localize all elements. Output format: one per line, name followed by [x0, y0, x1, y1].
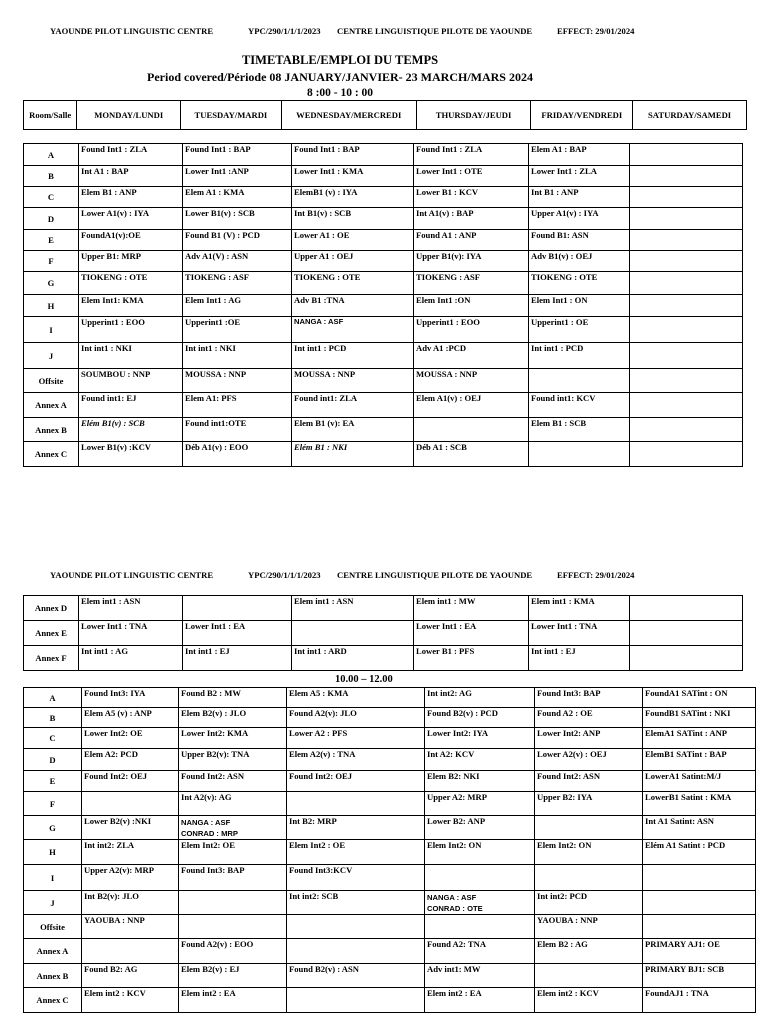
class-cell: Lower B1(v) : SCB: [183, 208, 292, 230]
class-cell: Found A1 : ANP: [414, 230, 529, 251]
timetable-row: [24, 272, 743, 295]
class-cell: [643, 865, 756, 891]
class-cell: Lower B2(v) :NKI: [82, 816, 179, 840]
class-cell: Elem A1(v) : OEJ: [414, 393, 529, 418]
class-cell: Int int2: ZLA: [82, 840, 179, 865]
class-cell: FoundA1 SATint : ON: [643, 688, 756, 708]
class-cell: [630, 251, 743, 272]
centre-name-fr-2: CENTRE LINGUISTIQUE PILOTE DE YAOUNDE: [337, 570, 533, 580]
class-cell: Found int1:OTE: [183, 418, 292, 442]
class-cell: [630, 646, 743, 671]
class-cell: Int A1(v) : BAP: [414, 208, 529, 230]
timetable-row: [24, 621, 743, 646]
class-cell: [529, 369, 630, 393]
class-cell: Int int2: PCD: [535, 891, 643, 915]
class-cell: Elem Int2: ON: [535, 840, 643, 865]
class-cell: Elem A5 : KMA: [287, 688, 425, 708]
class-cell: PRIMARY AJ1: OE: [643, 939, 756, 964]
room-cell: G: [24, 816, 82, 840]
class-cell: Int int1 : EJ: [529, 646, 630, 671]
class-cell: Found Int2: OEJ: [82, 771, 179, 792]
class-cell: Elem B2 : AG: [535, 939, 643, 964]
class-cell: LowerB1 Satint : KMA: [643, 792, 756, 816]
class-cell: Int int1 : ARD: [292, 646, 414, 671]
class-cell: Lower B1 : PFS: [414, 646, 529, 671]
room-cell: Annex A: [24, 939, 82, 964]
class-cell: Upper A2(v): MRP: [82, 865, 179, 891]
slot-1-time: 8 :00 - 10 : 00: [306, 87, 374, 99]
class-cell: Int A1 Satint: ASN: [643, 816, 756, 840]
room-cell: F: [24, 251, 79, 272]
timetable-row: [24, 891, 756, 915]
class-cell: Elem int2 : EA: [179, 988, 287, 1013]
class-cell: Int A2(v): AG: [179, 792, 287, 816]
class-cell: Found A2(v): JLO: [287, 708, 425, 728]
class-cell: MOUSSA : NNP: [292, 369, 414, 393]
class-cell: Upperint1 :OE: [183, 317, 292, 343]
class-cell: Lower A2 : PFS: [287, 728, 425, 749]
class-cell: Lower Int1 : KMA: [292, 166, 414, 187]
class-cell: [630, 166, 743, 187]
effective-date-2: EFFECT: 29/01/2024: [557, 570, 635, 580]
class-cell: Lower Int1 :ANP: [183, 166, 292, 187]
reference-number: YPC/290/1/1/1/2023: [248, 26, 321, 36]
class-cell: FoundA1(v):OE: [79, 230, 183, 251]
day-header: THURSDAY/JEUDI: [416, 101, 531, 130]
class-cell: LowerA1 Satint:M/J: [643, 771, 756, 792]
timetable-row: [24, 393, 743, 418]
class-cell: Int A1 : BAP: [79, 166, 183, 187]
class-cell: Elem B1 (v): EA: [292, 418, 414, 442]
class-cell: Upper B2: IYA: [535, 792, 643, 816]
room-cell: Annex C: [24, 988, 82, 1013]
class-cell: Int int1 : PCD: [292, 343, 414, 369]
class-cell: Adv A1(V) : ASN: [183, 251, 292, 272]
timetable-row: [24, 343, 743, 369]
room-cell: C: [24, 187, 79, 208]
class-cell: Found Int3: BAP: [535, 688, 643, 708]
class-cell: YAOUBA : NNP: [82, 915, 179, 939]
class-cell: Elem B2: NKI: [425, 771, 535, 792]
class-cell: Lower Int1 : TNA: [79, 621, 183, 646]
class-cell: [630, 621, 743, 646]
class-cell: ElemA1 SATint : ANP: [643, 728, 756, 749]
class-cell: [630, 317, 743, 343]
class-cell: Lower Int2: IYA: [425, 728, 535, 749]
class-cell: Adv int1: MW: [425, 964, 535, 988]
class-cell: Lower Int2: ANP: [535, 728, 643, 749]
room-cell: Annex A: [24, 393, 79, 418]
class-cell: MOUSSA : NNP: [183, 369, 292, 393]
room-cell: H: [24, 840, 82, 865]
class-cell: [287, 792, 425, 816]
timetable-row: [24, 964, 756, 988]
class-cell: MOUSSA : NNP: [414, 369, 529, 393]
class-cell: [535, 964, 643, 988]
class-cell-line: CONRAD : OTE: [427, 903, 483, 913]
class-cell: Elém A1 Satint : PCD: [643, 840, 756, 865]
class-cell: Elem B1 : ANP: [79, 187, 183, 208]
class-cell: Upperint1 : EOO: [79, 317, 183, 343]
class-cell: Lower B1(v) :KCV: [79, 442, 183, 467]
class-cell: Déb A1 : SCB: [414, 442, 529, 467]
class-cell: Elem A1 : KMA: [183, 187, 292, 208]
slot-1-table: [23, 143, 743, 467]
class-cell: ElemB1 SATint : BAP: [643, 749, 756, 771]
class-cell: Int int1 : AG: [79, 646, 183, 671]
class-cell: [414, 418, 529, 442]
class-cell: TIOKENG : ASF: [414, 272, 529, 295]
day-header: WEDNESDAY/MERCREDI: [281, 101, 416, 130]
room-cell: D: [24, 208, 79, 230]
class-cell: NANGA : ASF: [292, 317, 414, 343]
timetable-row: [24, 749, 756, 771]
room-cell: J: [24, 891, 82, 915]
class-cell: Adv A1 :PCD: [414, 343, 529, 369]
class-cell: Elem int2 : KCV: [535, 988, 643, 1013]
class-cell: Int B2(v): JLO: [82, 891, 179, 915]
class-cell: Found Int2: ASN: [535, 771, 643, 792]
class-cell: [643, 891, 756, 915]
class-cell: [425, 915, 535, 939]
class-cell: Elem int2 : KCV: [82, 988, 179, 1013]
class-cell: [630, 295, 743, 317]
class-cell: Found B2(v) : PCD: [425, 708, 535, 728]
class-cell: Elem int1 : MW: [414, 596, 529, 621]
class-cell-line: NANGA : ASF: [181, 817, 231, 827]
class-cell: Adv B1(v) : OEJ: [529, 251, 630, 272]
class-cell: Found Int1 : ZLA: [79, 144, 183, 166]
reference-number-2: YPC/290/1/1/1/2023: [248, 570, 321, 580]
room-cell: Offsite: [24, 369, 79, 393]
class-cell: Elem int1 : ASN: [292, 596, 414, 621]
class-cell: Found A2: TNA: [425, 939, 535, 964]
class-cell: [643, 915, 756, 939]
class-cell: Lower Int1 : EA: [183, 621, 292, 646]
room-cell: C: [24, 728, 82, 749]
class-cell: Int int2: AG: [425, 688, 535, 708]
class-cell: [630, 208, 743, 230]
class-cell: Lower A1(v) : IYA: [79, 208, 183, 230]
class-cell: [630, 187, 743, 208]
class-cell: [630, 596, 743, 621]
class-cell: Found Int1 : ZLA: [414, 144, 529, 166]
class-cell: Lower A2(v) : OEJ: [535, 749, 643, 771]
class-cell: Upper A1 : OEJ: [292, 251, 414, 272]
class-cell: Elem B2(v) : EJ: [179, 964, 287, 988]
day-header: MONDAY/LUNDI: [77, 101, 181, 130]
class-cell: Elem Int1 : AG: [183, 295, 292, 317]
class-cell: [630, 230, 743, 251]
class-cell: Found Int2: OEJ: [287, 771, 425, 792]
room-cell: J: [24, 343, 79, 369]
class-cell: Lower Int1 : EA: [414, 621, 529, 646]
timetable-row: [24, 166, 743, 187]
timetable-row: [24, 208, 743, 230]
class-cell: [630, 442, 743, 467]
room-cell: I: [24, 865, 82, 891]
class-cell: Found A2(v) : EOO: [179, 939, 287, 964]
class-cell: Lower B1 : KCV: [414, 187, 529, 208]
room-cell: E: [24, 230, 79, 251]
room-cell: G: [24, 272, 79, 295]
class-cell: Int int1 : PCD: [529, 343, 630, 369]
class-cell: Elém B1(v) : SCB: [79, 418, 183, 442]
room-cell: Annex B: [24, 964, 82, 988]
timetable-row: [24, 840, 756, 865]
timetable-row: [24, 771, 756, 792]
timetable-row: [24, 230, 743, 251]
class-cell: YAOUBA : NNP: [535, 915, 643, 939]
day-header: TUESDAY/MARDI: [181, 101, 282, 130]
class-cell: Found B1 (V) : PCD: [183, 230, 292, 251]
class-cell: Elem Int1 :ON: [414, 295, 529, 317]
timetable-row: [24, 816, 756, 840]
room-cell: D: [24, 749, 82, 771]
class-cell: TIOKENG : ASF: [183, 272, 292, 295]
class-cell: Elem A2: PCD: [82, 749, 179, 771]
room-cell: I: [24, 317, 79, 343]
class-cell: [292, 621, 414, 646]
class-cell: Found Int1 : BAP: [183, 144, 292, 166]
class-cell: [630, 418, 743, 442]
class-cell: Lower Int2: OE: [82, 728, 179, 749]
class-cell: Elem Int1: KMA: [79, 295, 183, 317]
timetable-row: [24, 988, 756, 1013]
class-cell: Int B1(v) : SCB: [292, 208, 414, 230]
day-header: FRIDAY/VENDREDI: [531, 101, 633, 130]
class-cell: Found Int3: BAP: [179, 865, 287, 891]
timetable-row: [24, 915, 756, 939]
room-cell: B: [24, 166, 79, 187]
class-cell: TIOKENG : OTE: [79, 272, 183, 295]
class-cell: Upper A1(v) : IYA: [529, 208, 630, 230]
class-cell: Upper B2(v): TNA: [179, 749, 287, 771]
class-cell: [179, 915, 287, 939]
class-cell: [630, 369, 743, 393]
class-cell: TIOKENG : OTE: [529, 272, 630, 295]
class-cell: Found Int2: ASN: [179, 771, 287, 792]
period-covered: Period covered/Période 08 JANUARY/JANVIER- 23 MARCH/MARS 2024: [147, 70, 533, 84]
class-cell: Found B1: ASN: [529, 230, 630, 251]
class-cell: [179, 891, 287, 915]
day-header: SATURDAY/SAMEDI: [633, 101, 747, 130]
class-cell: Found int1: EJ: [79, 393, 183, 418]
class-cell: Found Int3: IYA: [82, 688, 179, 708]
class-cell: [529, 442, 630, 467]
timetable-row: [24, 646, 743, 671]
class-cell: Elem Int2: OE: [179, 840, 287, 865]
class-cell: Lower Int1 : OTE: [414, 166, 529, 187]
class-cell: Elem int1 : ASN: [79, 596, 183, 621]
class-cell: Adv B1 :TNA: [292, 295, 414, 317]
class-cell: Déb A1(v) : EOO: [183, 442, 292, 467]
class-cell: Upper A2: MRP: [425, 792, 535, 816]
timetable-row: [24, 369, 743, 393]
timetable-row: [24, 792, 756, 816]
class-cell: FoundB1 SATint : NKI: [643, 708, 756, 728]
class-cell: Elém B1 : NKI: [292, 442, 414, 467]
room-cell: H: [24, 295, 79, 317]
timetable-row: [24, 144, 743, 166]
annex-table: [23, 595, 743, 671]
class-cell: Int B1 : ANP: [529, 187, 630, 208]
centre-name-en: YAOUNDE PILOT LINGUISTIC CENTRE: [50, 26, 214, 36]
room-cell: A: [24, 688, 82, 708]
timetable-row: [24, 418, 743, 442]
class-cell: Int int1 : NKI: [183, 343, 292, 369]
class-cell: Elem A1: PFS: [183, 393, 292, 418]
room-cell: E: [24, 771, 82, 792]
class-cell: [287, 915, 425, 939]
class-cell: Elem B2(v) : JLO: [179, 708, 287, 728]
room-cell: Offsite: [24, 915, 82, 939]
slot-2-time: 10.00 – 12.00: [335, 674, 393, 685]
class-cell: PRIMARY BJ1: SCB: [643, 964, 756, 988]
class-cell: Elem int1 : KMA: [529, 596, 630, 621]
class-cell: Int B2: MRP: [287, 816, 425, 840]
class-cell: Upper B1(v): IYA: [414, 251, 529, 272]
class-cell: Lower A1 : OE: [292, 230, 414, 251]
class-cell: [287, 939, 425, 964]
centre-name-en-2: YAOUNDE PILOT LINGUISTIC CENTRE: [50, 570, 214, 580]
room-cell: Annex B: [24, 418, 79, 442]
centre-name-fr: CENTRE LINGUISTIQUE PILOTE DE YAOUNDE: [337, 26, 533, 36]
room-cell: Annex F: [24, 646, 79, 671]
effective-date: EFFECT: 29/01/2024: [557, 26, 635, 36]
room-cell: Annex D: [24, 596, 79, 621]
timetable-row: [24, 596, 743, 621]
class-cell-line: CONRAD : MRP: [181, 828, 238, 838]
class-cell: Found Int1 : BAP: [292, 144, 414, 166]
class-cell: Upper B1: MRP: [79, 251, 183, 272]
class-cell: [630, 343, 743, 369]
class-cell: ElemB1 (v) : IYA: [292, 187, 414, 208]
timetable-row: [24, 708, 756, 728]
slot-2-table: [23, 687, 756, 1013]
class-cell: Found int1: KCV: [529, 393, 630, 418]
class-cell: Elem Int2: ON: [425, 840, 535, 865]
class-cell-line: NANGA : ASF: [427, 892, 477, 902]
class-cell: [179, 816, 287, 840]
class-cell: [82, 792, 179, 816]
class-cell: Found B2(v) : ASN: [287, 964, 425, 988]
room-header: Room/Salle: [24, 101, 77, 130]
timetable-row: [24, 317, 743, 343]
timetable-row: [24, 442, 743, 467]
room-cell: A: [24, 144, 79, 166]
class-cell: Found int1: ZLA: [292, 393, 414, 418]
room-cell: Annex E: [24, 621, 79, 646]
class-cell: TIOKENG : OTE: [292, 272, 414, 295]
class-cell: [425, 865, 535, 891]
class-cell: Elem Int1 : ON: [529, 295, 630, 317]
class-cell: Elem B1 : SCB: [529, 418, 630, 442]
class-cell: [535, 865, 643, 891]
timetable-row: [24, 295, 743, 317]
class-cell: Found Int3:KCV: [287, 865, 425, 891]
class-cell: Elem A5 (v) : ANP: [82, 708, 179, 728]
room-cell: Annex C: [24, 442, 79, 467]
class-cell: Lower Int2: KMA: [179, 728, 287, 749]
class-cell: Elem A1 : BAP: [529, 144, 630, 166]
class-cell: FoundAJ1 : TNA: [643, 988, 756, 1013]
class-cell: Upperint1 : EOO: [414, 317, 529, 343]
class-cell: [183, 596, 292, 621]
class-cell: Int A2: KCV: [425, 749, 535, 771]
timetable-row: [24, 939, 756, 964]
class-cell: [630, 144, 743, 166]
room-cell: B: [24, 708, 82, 728]
class-cell: Int int1 : NKI: [79, 343, 183, 369]
class-cell: Lower B2: ANP: [425, 816, 535, 840]
class-cell: Lower Int1 : TNA: [529, 621, 630, 646]
class-cell: Found B2 : MW: [179, 688, 287, 708]
class-cell: SOUMBOU : NNP: [79, 369, 183, 393]
days-header-row: [24, 101, 747, 130]
class-cell: Elem int2 : EA: [425, 988, 535, 1013]
class-cell: Found A2 : OE: [535, 708, 643, 728]
timetable-row: [24, 688, 756, 708]
timetable-row: [24, 728, 756, 749]
room-cell: F: [24, 792, 82, 816]
class-cell: Elem Int2 : OE: [287, 840, 425, 865]
timetable-row: [24, 865, 756, 891]
class-cell: Found B2: AG: [82, 964, 179, 988]
class-cell: [287, 988, 425, 1013]
class-cell: [425, 891, 535, 915]
timetable-title: TIMETABLE/EMPLOI DU TEMPS: [241, 53, 439, 67]
timetable-row: [24, 187, 743, 208]
class-cell: [535, 816, 643, 840]
class-cell: [82, 939, 179, 964]
class-cell: Upperint1 : OE: [529, 317, 630, 343]
class-cell: Lower Int1 : ZLA: [529, 166, 630, 187]
class-cell: [630, 272, 743, 295]
timetable-row: [24, 251, 743, 272]
class-cell: [630, 393, 743, 418]
days-header-table: [23, 100, 747, 130]
class-cell: Int int1 : EJ: [183, 646, 292, 671]
class-cell: Elem A2(v) : TNA: [287, 749, 425, 771]
class-cell: Int int2: SCB: [287, 891, 425, 915]
